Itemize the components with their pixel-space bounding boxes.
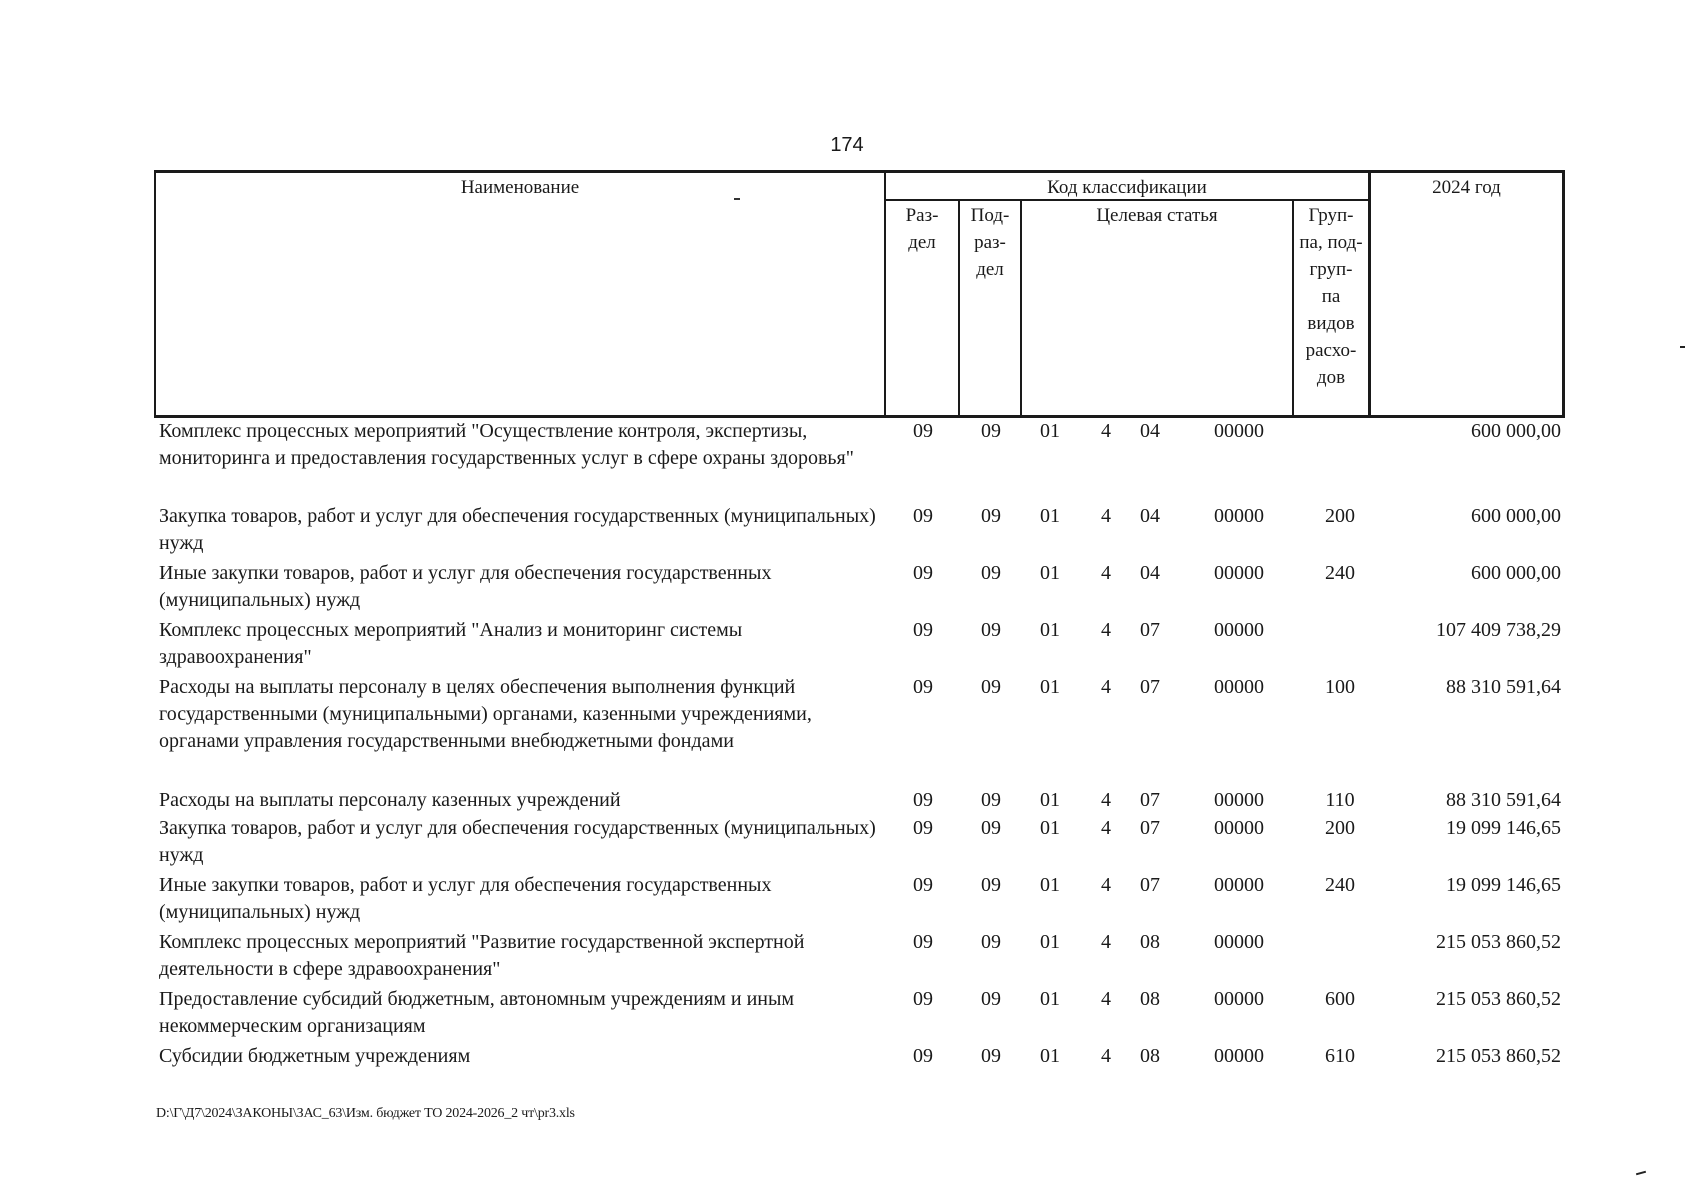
- row-target-type: 4: [1101, 817, 1111, 839]
- row-razdel: 09: [913, 562, 933, 584]
- row-podrazdel: 09: [981, 874, 1001, 896]
- header-podrazdel: Под- раз- дел: [970, 205, 1010, 280]
- row-target-type: 4: [1101, 420, 1111, 442]
- row-amount: 107 409 738,29: [1436, 619, 1561, 641]
- row-podrazdel: 09: [981, 619, 1001, 641]
- header-code: Код классификации: [1047, 177, 1207, 198]
- row-podrazdel: 09: [981, 931, 1001, 953]
- row-target-direction: 00000: [1214, 988, 1264, 1010]
- scan-mark: [1680, 346, 1685, 348]
- header-razdel: Раз- дел: [905, 205, 939, 253]
- row-target-program: 01: [1040, 817, 1060, 839]
- row-target-event: 07: [1140, 789, 1160, 811]
- row-target-type: 4: [1101, 789, 1111, 811]
- row-name: Закупка товаров, работ и услуг для обеспечения государственных (муниципальных) нужд: [159, 505, 876, 554]
- row-podrazdel: 09: [981, 817, 1001, 839]
- row-target-event: 08: [1140, 931, 1160, 953]
- row-podrazdel: 09: [981, 505, 1001, 527]
- file-path-footer: D:\Г\Д7\2024\ЗАКОНЫ\ЗАС_63\Изм. бюджет ТО 2024-2026_2 чт\pr3.xls: [156, 1106, 575, 1121]
- row-razdel: 09: [913, 420, 933, 442]
- row-target-program: 01: [1040, 505, 1060, 527]
- row-expense-group: 200: [1325, 505, 1355, 527]
- row-target-direction: 00000: [1214, 505, 1264, 527]
- row-target-direction: 00000: [1214, 420, 1264, 442]
- row-target-program: 01: [1040, 931, 1060, 953]
- row-name: Субсидии бюджетным учреждениям: [159, 1045, 471, 1067]
- header-border-right: [1562, 170, 1565, 418]
- row-target-program: 01: [1040, 562, 1060, 584]
- row-target-direction: 00000: [1214, 562, 1264, 584]
- row-target-type: 4: [1101, 988, 1111, 1010]
- header-dash-mark: [734, 198, 740, 200]
- row-podrazdel: 09: [981, 1045, 1001, 1067]
- scan-mark: [1636, 1171, 1646, 1176]
- row-razdel: 09: [913, 817, 933, 839]
- row-target-program: 01: [1040, 619, 1060, 641]
- row-name: Иные закупки товаров, работ и услуг для обеспечения государственных (муниципальных) нужд: [159, 874, 772, 923]
- row-target-program: 01: [1040, 420, 1060, 442]
- row-target-type: 4: [1101, 931, 1111, 953]
- row-target-program: 01: [1040, 1045, 1060, 1067]
- row-target-event: 08: [1140, 1045, 1160, 1067]
- row-target-direction: 00000: [1214, 789, 1264, 811]
- header-vr: Груп- па, под- груп- па видов расхо- дов: [1299, 205, 1363, 388]
- row-target-direction: 00000: [1214, 619, 1264, 641]
- row-target-event: 07: [1140, 817, 1160, 839]
- row-target-direction: 00000: [1214, 1045, 1264, 1067]
- row-target-event: 07: [1140, 619, 1160, 641]
- row-name: Закупка товаров, работ и услуг для обеспечения государственных (муниципальных) нужд: [159, 817, 876, 866]
- row-target-type: 4: [1101, 505, 1111, 527]
- row-razdel: 09: [913, 789, 933, 811]
- page-number: 174: [830, 134, 864, 156]
- row-podrazdel: 09: [981, 789, 1001, 811]
- row-razdel: 09: [913, 988, 933, 1010]
- row-expense-group: 610: [1325, 1045, 1355, 1067]
- row-razdel: 09: [913, 1045, 933, 1067]
- row-expense-group: 100: [1325, 676, 1355, 698]
- row-podrazdel: 09: [981, 562, 1001, 584]
- row-target-direction: 00000: [1214, 676, 1264, 698]
- row-target-type: 4: [1101, 874, 1111, 896]
- row-target-event: 07: [1140, 874, 1160, 896]
- row-target-program: 01: [1040, 676, 1060, 698]
- divider-podrazdel: [1020, 199, 1022, 418]
- row-podrazdel: 09: [981, 420, 1001, 442]
- row-amount: 215 053 860,52: [1436, 988, 1561, 1010]
- row-razdel: 09: [913, 619, 933, 641]
- row-name: Комплекс процессных мероприятий "Анализ и мониторинг системы здравоохранения": [159, 619, 743, 668]
- row-target-direction: 00000: [1214, 817, 1264, 839]
- row-razdel: 09: [913, 676, 933, 698]
- header-border-left: [154, 170, 156, 418]
- row-expense-group: 240: [1325, 874, 1355, 896]
- row-name: Расходы на выплаты персоналу казенных учреждений: [159, 789, 621, 811]
- row-target-type: 4: [1101, 1045, 1111, 1067]
- row-expense-group: 200: [1325, 817, 1355, 839]
- header-target: Целевая статья: [1096, 205, 1218, 226]
- row-amount: 19 099 146,65: [1446, 817, 1561, 839]
- row-target-direction: 00000: [1214, 874, 1264, 896]
- row-target-program: 01: [1040, 988, 1060, 1010]
- row-name: Комплекс процессных мероприятий "Развитие государственной экспертной деятельности в сфере здравоохранения": [159, 931, 805, 980]
- row-razdel: 09: [913, 874, 933, 896]
- row-podrazdel: 09: [981, 676, 1001, 698]
- row-name: Предоставление субсидий бюджетным, автономным учреждениям и иным некоммерческим организациям: [159, 988, 795, 1037]
- row-name: Комплекс процессных мероприятий "Осуществление контроля, экспертизы, мониторинга и предоставления государственных услуг в сфере охраны здоровья": [159, 420, 854, 469]
- row-target-program: 01: [1040, 874, 1060, 896]
- row-expense-group: 600: [1325, 988, 1355, 1010]
- row-podrazdel: 09: [981, 988, 1001, 1010]
- header-year: 2024 год: [1432, 177, 1501, 198]
- row-expense-group: 240: [1325, 562, 1355, 584]
- row-target-event: 04: [1140, 562, 1160, 584]
- row-target-type: 4: [1101, 562, 1111, 584]
- row-target-event: 07: [1140, 676, 1160, 698]
- row-amount: 215 053 860,52: [1436, 931, 1561, 953]
- row-amount: 600 000,00: [1471, 420, 1561, 442]
- row-target-event: 08: [1140, 988, 1160, 1010]
- row-amount: 215 053 860,52: [1436, 1045, 1561, 1067]
- row-target-event: 04: [1140, 505, 1160, 527]
- row-name: Расходы на выплаты персоналу в целях обеспечения выполнения функций государственными (муниципальными) органами, казенными учреждениями, органами управления государственными внебюджетными фондами: [159, 676, 812, 752]
- row-amount: 600 000,00: [1471, 562, 1561, 584]
- row-name: Иные закупки товаров, работ и услуг для обеспечения государственных (муниципальных) нужд: [159, 562, 772, 611]
- row-amount: 88 310 591,64: [1446, 676, 1561, 698]
- row-target-program: 01: [1040, 789, 1060, 811]
- row-amount: 88 310 591,64: [1446, 789, 1561, 811]
- row-razdel: 09: [913, 931, 933, 953]
- header-name: Наименование: [460, 177, 580, 198]
- row-target-type: 4: [1101, 676, 1111, 698]
- header-border-top: [154, 170, 1564, 173]
- row-amount: 600 000,00: [1471, 505, 1561, 527]
- row-target-type: 4: [1101, 619, 1111, 641]
- row-amount: 19 099 146,65: [1446, 874, 1561, 896]
- row-expense-group: 110: [1325, 789, 1355, 811]
- divider-code-year: [1368, 170, 1371, 418]
- row-target-direction: 00000: [1214, 931, 1264, 953]
- row-target-event: 04: [1140, 420, 1160, 442]
- row-razdel: 09: [913, 505, 933, 527]
